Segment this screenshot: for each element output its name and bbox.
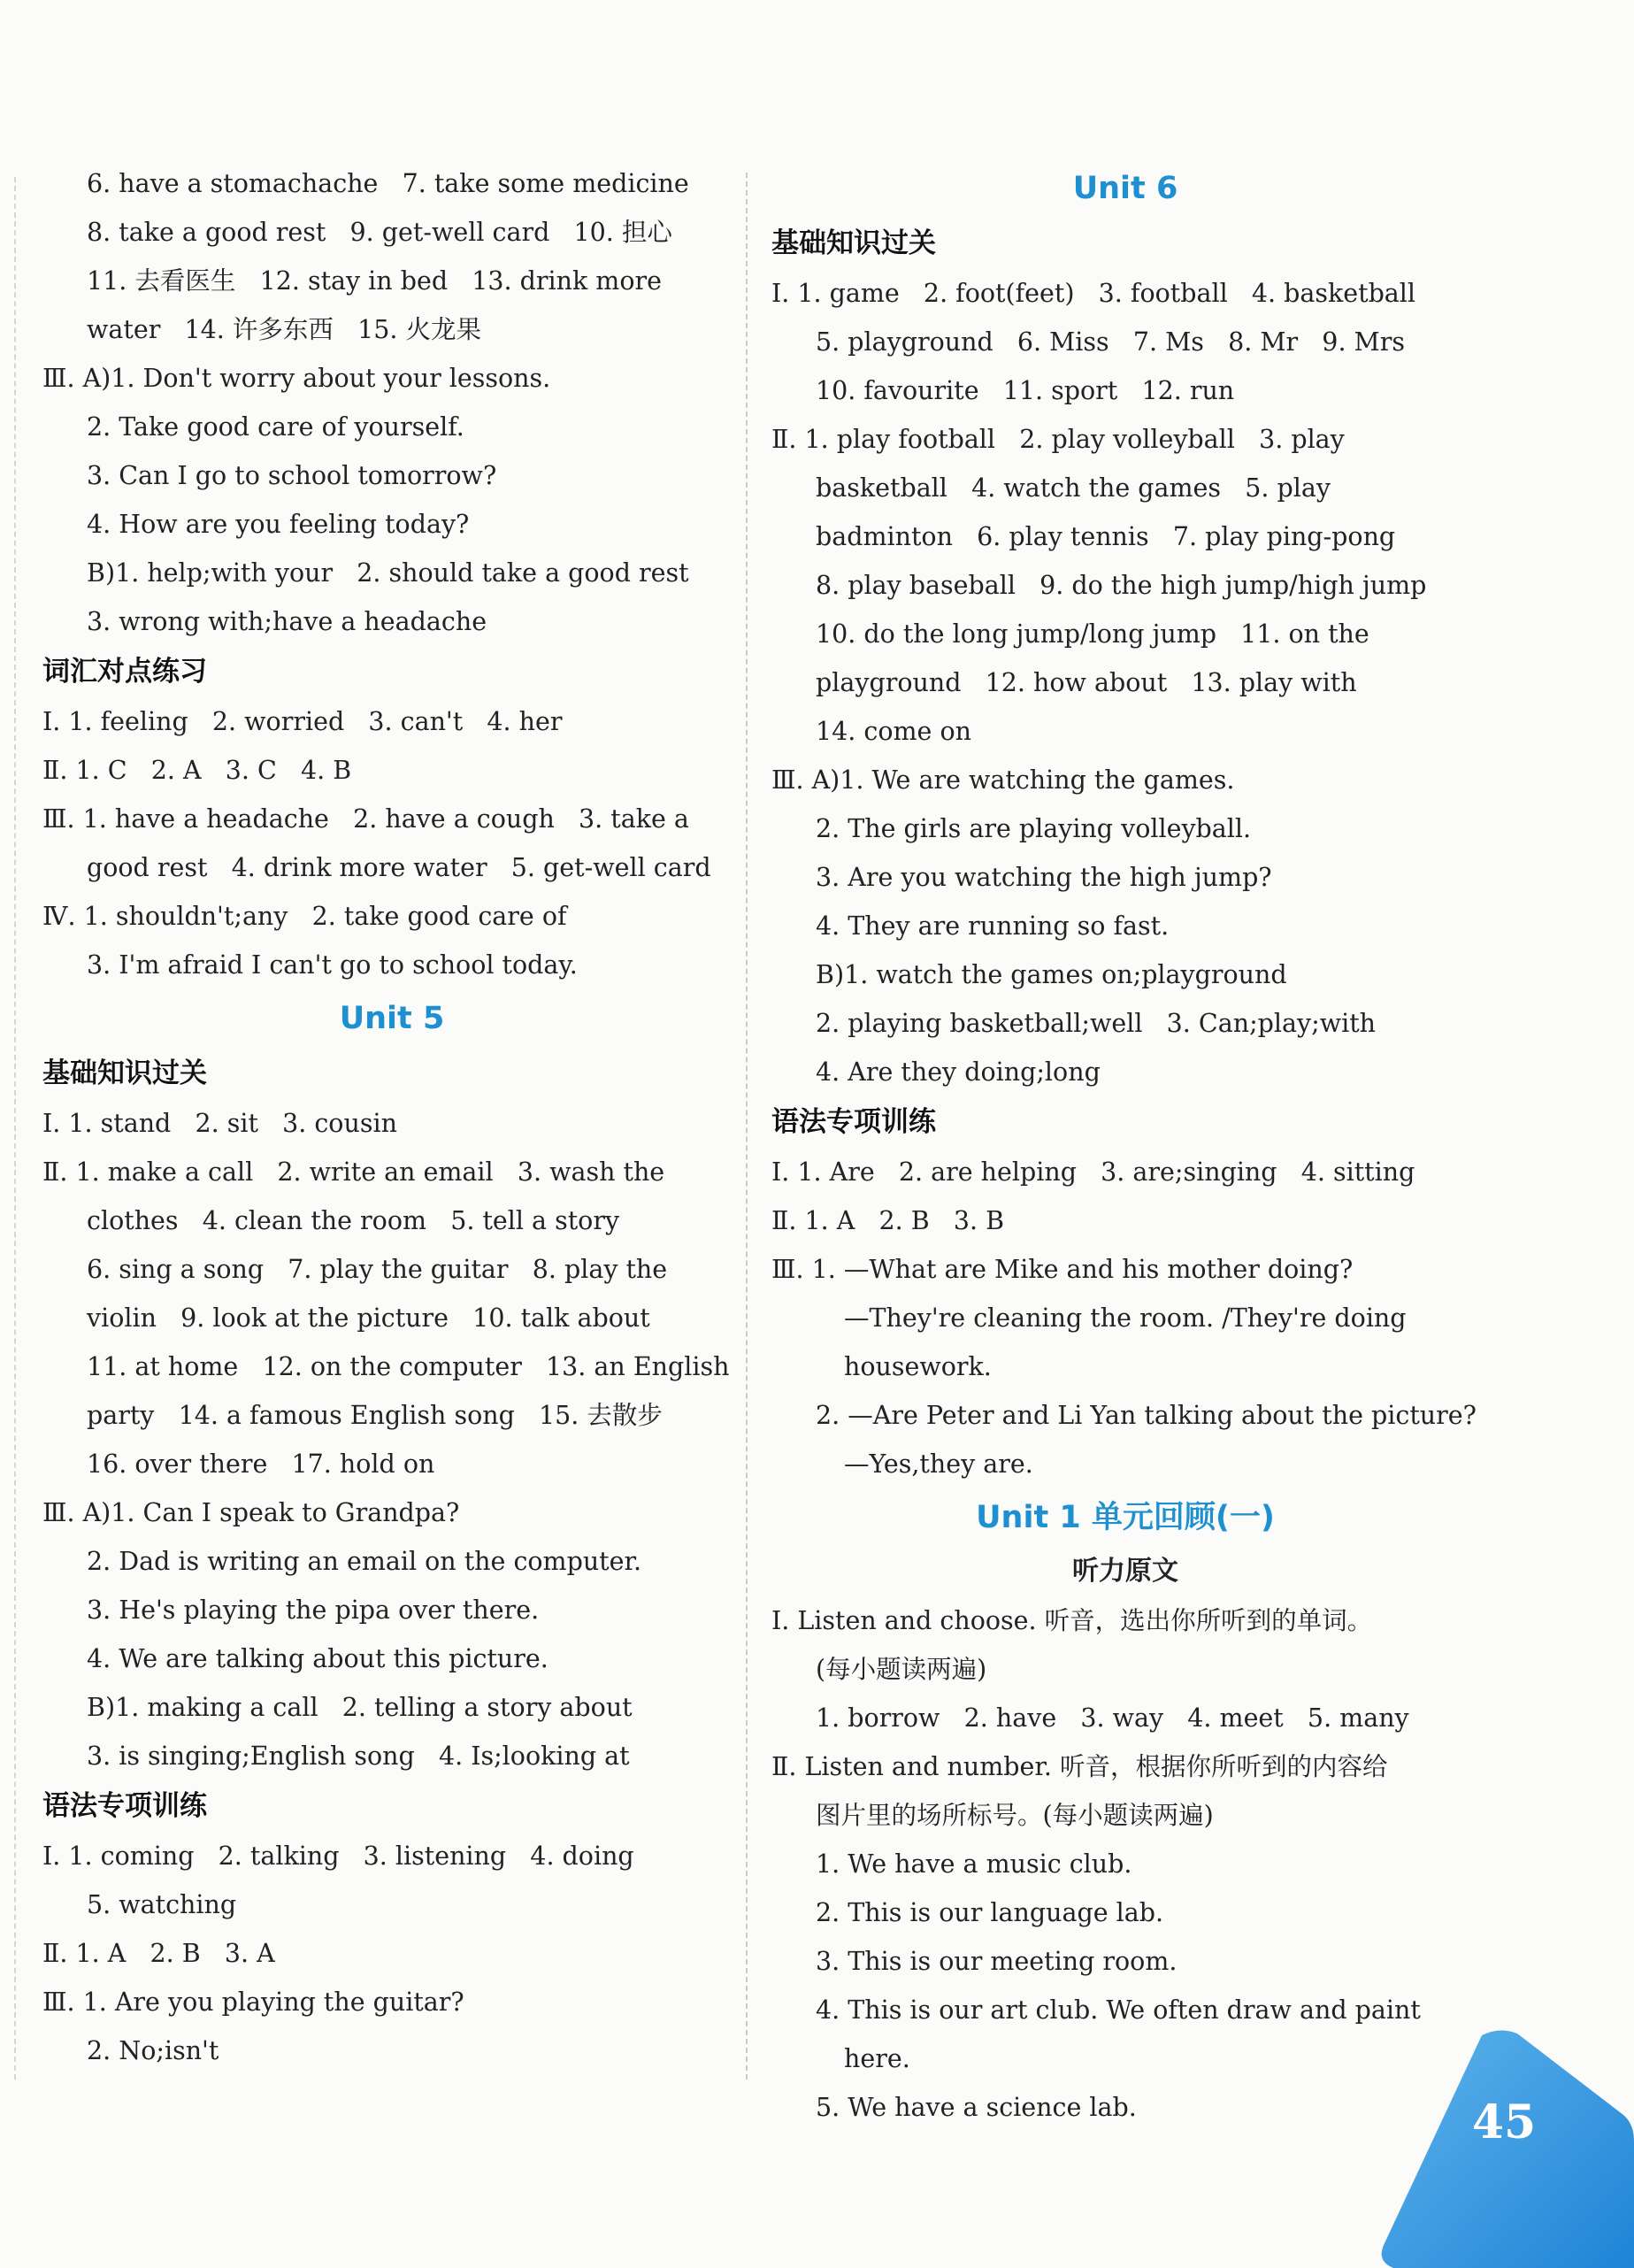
answer-line: Ⅱ. Listen and number. 听音，根据你所听到的内容给 xyxy=(771,1752,1388,1781)
unit-heading: Unit 1 单元回顾(一) xyxy=(976,1500,1275,1535)
answer-line: clothes 4. clean the room 5. tell a story xyxy=(87,1206,620,1235)
answer-line: 11. at home 12. on the computer 13. an English xyxy=(87,1352,730,1381)
answer-line: 2. playing basketball;well 3. Can;play;with xyxy=(816,1009,1377,1038)
answer-line: 14. come on xyxy=(816,717,971,746)
answer-line: badminton 6. play tennis 7. play ping-pong xyxy=(816,522,1396,551)
sub-heading: 听力原文 xyxy=(1072,1556,1178,1587)
right-column xyxy=(771,159,1479,2132)
answer-line: Ⅱ. 1. make a call 2. write an email 3. wash the xyxy=(42,1157,665,1187)
answer-line: 8. take a good rest 9. get-well card 10. 担心 xyxy=(87,218,672,247)
answer-line: 4. How are you feeling today? xyxy=(87,510,470,539)
answer-line: 16. over there 17. hold on xyxy=(87,1449,435,1479)
answer-line: 3. This is our meeting room. xyxy=(816,1947,1178,1976)
page-number: 45 xyxy=(1471,2095,1537,2149)
answer-line: Ⅰ. 1. coming 2. talking 3. listening 4. doing xyxy=(42,1841,634,1871)
answer-line: 2. This is our language lab. xyxy=(816,1898,1164,1927)
answer-line: B)1. making a call 2. telling a story about xyxy=(87,1693,633,1722)
answer-line: Ⅲ. 1. have a headache 2. have a cough 3. take a xyxy=(42,804,689,834)
answer-line: Ⅲ. A)1. We are watching the games. xyxy=(771,765,1235,795)
answer-line: 10. favourite 11. sport 12. run xyxy=(816,376,1235,405)
answer-line: 3. is singing;English song 4. Is;looking at xyxy=(87,1741,630,1771)
answer-line: 2. —Are Peter and Li Yan talking about the picture? xyxy=(816,1401,1477,1430)
answer-line: Ⅰ. 1. feeling 2. worried 3. can't 4. her xyxy=(42,707,563,736)
answer-line: Ⅰ. 1. stand 2. sit 3. cousin xyxy=(42,1109,397,1138)
column-divider xyxy=(746,173,748,2080)
answer-line: Ⅲ. 1. Are you playing the guitar? xyxy=(42,1987,464,2017)
answer-line: water 14. 许多东西 15. 火龙果 xyxy=(87,315,481,344)
answer-line: 1. borrow 2. have 3. way 4. meet 5. many xyxy=(816,1703,1409,1733)
answer-line: 3. I'm afraid I can't go to school today. xyxy=(87,950,578,980)
answer-line: 3. Can I go to school tomorrow? xyxy=(87,461,497,490)
answer-line: here. xyxy=(844,2044,910,2073)
answer-line: Ⅱ. 1. C 2. A 3. C 4. B xyxy=(42,756,352,785)
answer-line: 5. playground 6. Miss 7. Ms 8. Mr 9. Mrs xyxy=(816,327,1405,357)
answer-line: 6. have a stomachache 7. take some medicine xyxy=(87,169,689,198)
answer-line: 2. Take good care of yourself. xyxy=(87,412,464,442)
answer-line: Ⅰ. 1. game 2. foot(feet) 3. football 4. basketball xyxy=(771,279,1416,308)
answer-line: basketball 4. watch the games 5. play xyxy=(816,473,1331,503)
answer-line: 10. do the long jump/long jump 11. on the xyxy=(816,619,1369,649)
answer-line: violin 9. look at the picture 10. talk about xyxy=(87,1303,650,1333)
answer-line: 3. wrong with;have a headache xyxy=(87,607,487,636)
answer-line: 图片里的场所标号。(每小题读两遍) xyxy=(816,1801,1214,1830)
answer-line: 3. Are you watching the high jump? xyxy=(816,863,1272,892)
answer-line: 5. watching xyxy=(87,1890,237,1919)
answer-line: 2. Dad is writing an email on the computer. xyxy=(87,1547,642,1576)
answer-line: Ⅰ. 1. Are 2. are helping 3. are;singing 4. sitting xyxy=(771,1157,1415,1187)
answer-line: Ⅰ. Listen and choose. 听音，选出你所听到的单词。 xyxy=(771,1606,1373,1635)
answer-line: Ⅲ. 1. —What are Mike and his mother doing? xyxy=(771,1255,1354,1284)
answer-line: 8. play baseball 9. do the high jump/high jump xyxy=(816,571,1427,600)
answer-line: 11. 去看医生 12. stay in bed 13. drink more xyxy=(87,266,662,296)
answer-line: Ⅳ. 1. shouldn't;any 2. take good care of xyxy=(42,902,567,931)
answer-line: 1. We have a music club. xyxy=(816,1849,1132,1879)
answer-line: 4. We are talking about this picture. xyxy=(87,1644,549,1673)
answer-line: B)1. help;with your 2. should take a good rest xyxy=(87,558,689,588)
answer-line: Ⅲ. A)1. Can I speak to Grandpa? xyxy=(42,1498,460,1527)
section-heading: 语法专项训练 xyxy=(771,1106,936,1138)
answer-line: 2. No;isn't xyxy=(87,2036,219,2065)
answer-line: housework. xyxy=(844,1352,992,1381)
answer-line: good rest 4. drink more water 5. get-well card xyxy=(87,853,711,882)
answer-line: —Yes,they are. xyxy=(844,1449,1033,1479)
section-heading: 基础知识过关 xyxy=(42,1057,207,1089)
answer-line: Ⅲ. A)1. Don't worry about your lessons. xyxy=(42,364,551,393)
answer-line: 4. This is our art club. We often draw and paint xyxy=(816,1995,1421,2025)
answer-line: party 14. a famous English song 15. 去散步 xyxy=(87,1401,663,1430)
section-heading: 基础知识过关 xyxy=(771,227,936,259)
unit-heading: Unit 5 xyxy=(339,1001,445,1036)
unit-heading: Unit 6 xyxy=(1072,171,1178,206)
section-heading: 语法专项训练 xyxy=(42,1790,207,1822)
answer-line: Ⅱ. 1. A 2. B 3. B xyxy=(771,1206,1005,1235)
section-heading: 词汇对点练习 xyxy=(42,656,207,688)
answer-line: —They're cleaning the room. /They're doing xyxy=(844,1303,1407,1333)
answer-line: 3. He's playing the pipa over there. xyxy=(87,1595,540,1625)
answer-line: 4. Are they doing;long xyxy=(816,1057,1101,1087)
answer-line: 2. The girls are playing volleyball. xyxy=(816,814,1252,843)
answer-line: 5. We have a science lab. xyxy=(816,2093,1137,2122)
answer-line: playground 12. how about 13. play with xyxy=(816,668,1357,697)
answer-line: (每小题读两遍) xyxy=(816,1655,987,1684)
answer-line: 6. sing a song 7. play the guitar 8. play the xyxy=(87,1255,668,1284)
left-margin-rule xyxy=(14,177,16,2080)
answer-line: Ⅱ. 1. A 2. B 3. A xyxy=(42,1939,275,1968)
answer-line: B)1. watch the games on;playground xyxy=(816,960,1287,989)
answer-line: Ⅱ. 1. play football 2. play volleyball 3. play xyxy=(771,425,1345,454)
left-column xyxy=(42,159,741,2075)
answer-line: 4. They are running so fast. xyxy=(816,911,1170,941)
